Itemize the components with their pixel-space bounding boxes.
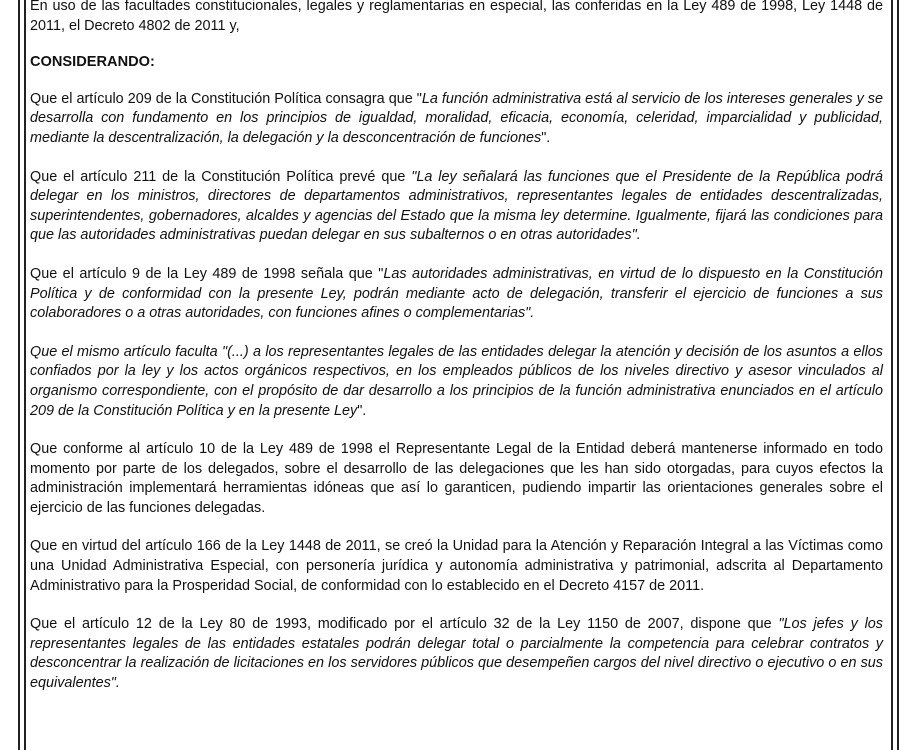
section-heading: CONSIDERANDO: bbox=[30, 54, 155, 71]
paragraph-lead: Que el artículo 211 de la Constitución Política prevé que bbox=[30, 168, 412, 185]
paragraph-article-166: Que en virtud del artículo 166 de la Ley 1448 de 2011, se creó la Unidad para la Atención y Reparación Integral a las Víctimas como una Unidad Administrativa Especial, con personería jurídica y autonomía administrativa y patrimonial, adscrita al Departamento Administrativo para la Prosperidad Social, de conformidad con lo establecido en el Decreto 4157 de 2011. bbox=[30, 538, 883, 594]
paragraph-same-article bbox=[30, 343, 883, 421]
paragraph-quote: La función administrativa está al servicio de los intereses generales y se desarrolla con fundamento en los principios de igualdad, moralidad, eficacia, economía, celeridad, imparcialidad y publicidad, mediante la descentralización, la delegación y la desconcentración de funciones bbox=[30, 90, 883, 146]
paragraph-lead: Que el artículo 9 de la Ley 489 de 1998 señala que " bbox=[30, 265, 384, 282]
paragraph-article-12 bbox=[30, 615, 883, 693]
paragraph-lead: Que el artículo 12 de la Ley 80 de 1993, modificado por el artículo 32 de la Ley 1150 de 2007, dispone que bbox=[30, 616, 779, 633]
page-border-right-inner bbox=[891, 0, 893, 750]
paragraph-article-209 bbox=[30, 90, 883, 149]
paragraph-article-211 bbox=[30, 168, 883, 246]
paragraph-article-9 bbox=[30, 265, 883, 324]
page-border-left-inner bbox=[24, 0, 26, 750]
paragraph-tail: ". bbox=[541, 129, 551, 146]
paragraph-quote: "La ley señalará las funciones que el Presidente de la República podrá delegar en los ministros, directores de departamentos administrativos, representantes legales de entidades descentralizadas, superintendentes, gobernadores, alcaldes y agencias del Estado que la misma ley determine. Igualmente, fijará las condiciones para que las autoridades administrativas puedan delegar en sus subalternos o en otras autoridades". bbox=[30, 168, 883, 244]
document-body bbox=[30, 0, 883, 713]
paragraph-quote: "Los jefes y los representantes legales de las entidades estatales podrán delegar total o parcialmente la competencia para celebrar contratos y desconcentrar la realización de licitaciones en los servidores públicos que desempeñen cargos del nivel directivo o ejecutivo o en sus equivalentes". bbox=[30, 616, 884, 692]
paragraph-tail: ". bbox=[357, 402, 367, 419]
page-border-right-outer bbox=[897, 0, 899, 750]
paragraph-article-10: Que conforme al artículo 10 de la Ley 489 de 1998 el Representante Legal de la Entidad deberá mantenerse informado en todo momento por parte de los delegados, sobre el desarrollo de las delegaciones que les han sido otorgadas, para cuyos efectos la administración implementará herramientas idóneas que así lo garanticen, pudiendo impartir las orientaciones generales sobre el ejercicio de las funciones delegadas. bbox=[30, 441, 883, 516]
paragraph-quote: Que el mismo artículo faculta "(...) a los representantes legales de las entidades delegar la atención y decisión de los asuntos a ellos confiados por la ley y los actos orgánicos respectivos, en los empleados públicos de los niveles directivo y asesor vinculados al organismo correspondiente, con el propósito de dar desarrollo a los principios de la función administrativa enunciados en el artículo 209 de la Constitución Política y en la presente Ley bbox=[30, 343, 883, 419]
paragraph-lead: Que el artículo 209 de la Constitución Política consagra que " bbox=[30, 90, 422, 107]
paragraph-quote: Las autoridades administrativas, en virtud de lo dispuesto en la Constitución Política y de conformidad con la presente Ley, podrán mediante acto de delegación, transferir el ejercicio de funciones a sus colaboradores o a otras autoridades, con funciones afines o complementarias". bbox=[30, 265, 883, 322]
intro-paragraph: En uso de las facultades constitucionales, legales y reglamentarias en especial, las conferidas en la Ley 489 de 1998, Ley 1448 de 2011, el Decreto 4802 de 2011 y, bbox=[30, 0, 883, 34]
page-border-left-outer bbox=[18, 0, 20, 750]
